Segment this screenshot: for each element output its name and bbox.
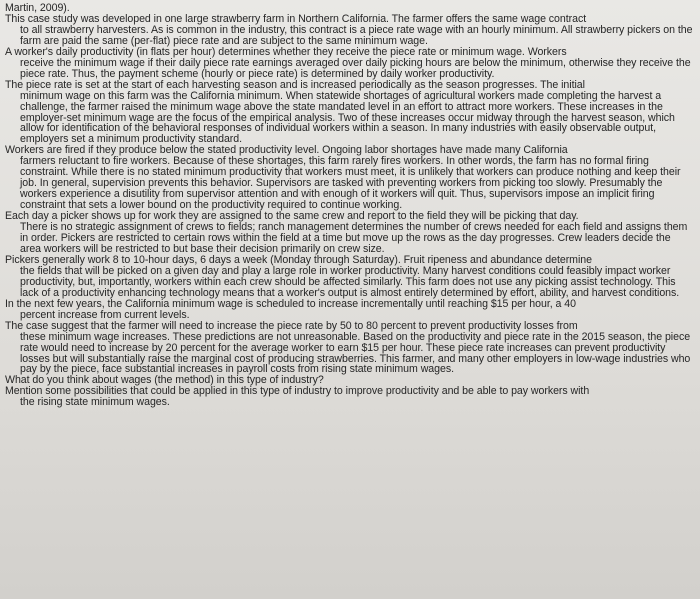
paragraph-firing-lead: Workers are fired if they produce below the stated productivity level. Ongoing labor shortages have made many California bbox=[5, 144, 568, 157]
paragraph-contract-body: to all strawberry harvesters. As is common in the industry, this contract is a piece rate wage with an hourly minimum. All strawberry pickers on the farm are paid the same (per-flat) piece rate and are subject to the same minimum wage. bbox=[20, 23, 693, 47]
paragraph-crews-body: There is no strategic assignment of crews to fields; ranch management determines the number of crews needed for each field and assigns them in order. Pickers are restricted to certain rows within the field at a time but move up the rows as the day progresses. Crew leaders decide the area workers will be restricted to but base their decision primarily on crew size. bbox=[20, 221, 688, 255]
paragraph-prediction-lead: The case suggest that the farmer will need to increase the piece rate by 50 to 80 percent to prevent productivity losses from bbox=[5, 319, 578, 332]
paragraph-firing-body: farmers reluctant to fire workers. Because of these shortages, this farm rarely fires workers. In other words, the farm has no formal firing constraint. While there is no stated minimum productivity that workers must meet, it is unlikely that workers can produce nothing and keep their job. In general, supervision prevents this behavior. Supervisors are tasked with preventing workers from picking too slowly. Presumably the workers experience a disutility from supervisor attention and with enough of it workers will quit. Thus, supervisors impose an implicit firing constraint that sets a lower bound on the productivity required to continue working. bbox=[20, 155, 681, 212]
case-study-text bbox=[5, 3, 694, 408]
paragraph-productivity-body: receive the minimum wage if their daily piece rate earnings averaged over daily picking hours are below the minimum, otherwise they receive the piece rate. Thus, the payment scheme (hourly or piece rate) is determined by daily worker productivity. bbox=[20, 56, 691, 80]
citation-line: Martin, 2009). bbox=[5, 2, 70, 14]
paragraph-prediction-body: these minimum wage increases. These predictions are not unreasonable. Based on the productivity and piece rate in the 2015 season, the piece rate would need to increase by 20 percent for the average worker to earn $15 per hour. These piece rate increases can prevent productivity losses but will substantially raise the marginal cost of producing strawberries. This farmer, and many other employers in low-wage industries who pay by the piece, face substantial increases in payroll costs from rising state minimum wages. bbox=[20, 330, 691, 376]
paragraph-hours-lead: Pickers generally work 8 to 10-hour days, 6 days a week (Monday through Saturday). Fruit ripeness and abundance determine bbox=[5, 253, 592, 266]
paragraph-minimum-wage-body: percent increase from current levels. bbox=[20, 308, 190, 321]
question-two-lead: Mention some possibilities that could be applied in this type of industry to improve productivity and be able to pay workers with bbox=[5, 385, 590, 398]
paragraph-piece-rate-lead: The piece rate is set at the start of each harvesting season and is increased periodically as the season progresses. The initial bbox=[5, 78, 585, 91]
question-two-body: the rising state minimum wages. bbox=[20, 396, 170, 409]
question-one: What do you think about wages (the method) in this type of industry? bbox=[5, 374, 324, 387]
paragraph-productivity-lead: A worker's daily productivity (in flats per hour) determines whether they receive the piece rate or minimum wage. Workers bbox=[5, 45, 567, 58]
paragraph-contract-lead: This case study was developed in one large strawberry farm in Northern California. The farmer offers the same wage contract bbox=[5, 12, 587, 25]
paragraph-hours-body: the fields that will be picked on a given day and play a large role in worker productivity. Many harvest conditions could feasibly impact worker productivity, but, importantly, workers within each crew should be affected similarly. This farm does not use any picking assist technology. This lack of a productivity enhancing technology means that a worker's output is almost entirely determined by effort, ability, and harvest conditions. bbox=[20, 264, 680, 299]
paragraph-crews-lead: Each day a picker shows up for work they are assigned to the same crew and report to the field they will be picking that day. bbox=[5, 210, 579, 223]
paragraph-piece-rate-body: minimum wage on this farm was the California minimum. When statewide shortages of agricultural workers made completing the harvest a challenge, the farmer raised the minimum wage above the state mandated level in an effort to attract more workers. These increases in the employer-set minimum wage are the focus of the empirical analysis. Two of these increases occur midway through the harvest season, which allow for identification of the behavioral responses of individual workers within a season. In many industries with easily observable output, employers set a minimum productivity standard. bbox=[20, 89, 675, 146]
paragraph-minimum-wage-lead: In the next few years, the California minimum wage is scheduled to increase incrementally until reaching $15 per hour, a 40 bbox=[5, 297, 576, 310]
